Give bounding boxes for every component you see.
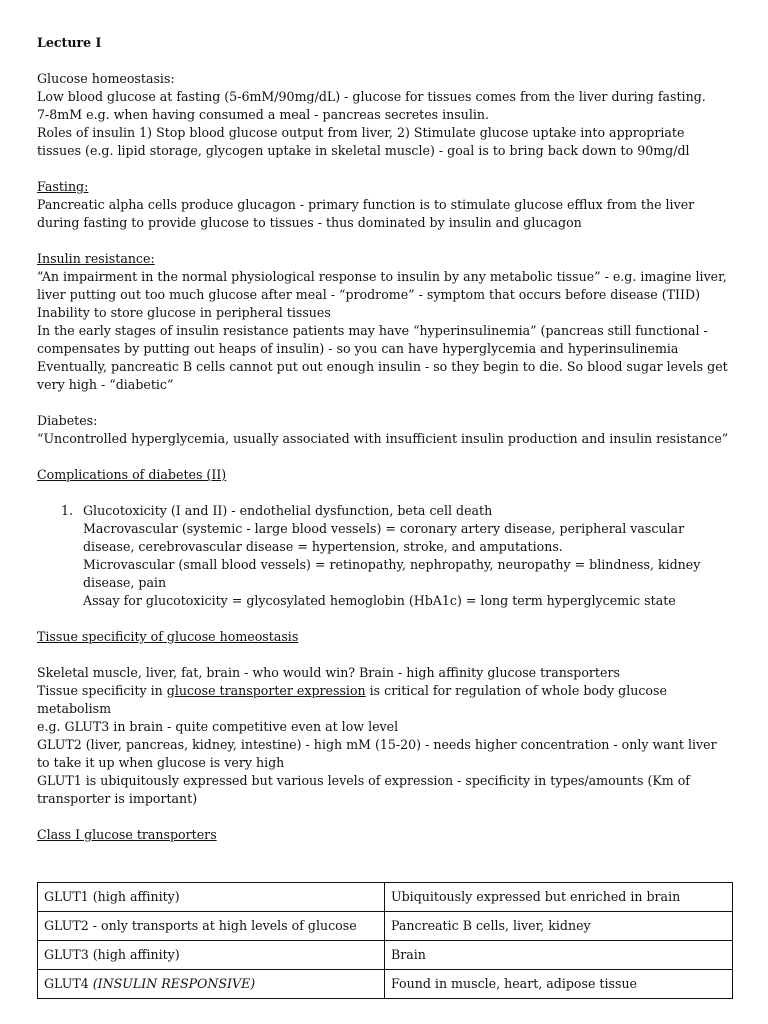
paragraph: e.g. GLUT3 in brain - quite competitive even at low level [37,719,399,734]
section-class1-transporters [37,826,732,999]
table-cell: Ubiquitously expressed but enriched in brain [385,883,733,912]
list-number: 1. [61,503,74,518]
list-line: Assay for glucotoxicity = glycosylated hemoglobin (HbA1c) = long term hyperglycemic state [83,593,676,608]
paragraph [37,682,732,718]
section-fasting [37,178,732,232]
section-glucose-homeostasis [37,70,732,160]
section-heading: Fasting: [37,179,89,194]
table-row [38,970,733,999]
list-line: Microvascular (small blood vessels) = retinopathy, nephropathy, neuropathy = blindness, kidney disease, pain [83,557,701,590]
section-tissue-specificity [37,628,732,808]
table-row [38,883,733,912]
glucose-transporter-expression-link[interactable]: glucose transporter expression [166,683,366,698]
paragraph: Inability to store glucose in peripheral tissues [37,305,331,320]
list-line: Macrovascular (systemic - large blood vessels) = coronary artery disease, peripheral vascular disease, cerebrovascular disease = hypertension, stroke, and amputations. [83,521,685,554]
section-heading: Glucose homeostasis: [37,71,175,86]
glut-table [37,882,733,999]
numbered-list [37,502,732,610]
paragraph: “Uncontrolled hyperglycemia, usually associated with insufficient insulin production and insulin resistance” [37,431,729,446]
list-line: Glucotoxicity (I and II) - endothelial dysfunction, beta cell death [83,503,493,518]
paragraph: In the early stages of insulin resistance patients may have “hyperinsulinemia” (pancreas still functional - compensates by putting out heaps of insulin) - so you can have hyperglycemia and hyperinsulinemia [37,323,708,356]
paragraph: GLUT2 (liver, pancreas, kidney, intestine) - high mM (15-20) - needs higher concentration - only want liver to take it up when glucose is very high [37,737,717,770]
table-cell: Pancreatic B cells, liver, kidney [385,912,733,941]
table-row [38,941,733,970]
text-run: Tissue specificity in [37,683,167,698]
paragraph: Pancreatic alpha cells produce glucagon - primary function is to stimulate glucose efflux from the liver during fasting to provide glucose to tissues - thus dominated by insulin and glucagon [37,197,695,230]
section-insulin-resistance [37,250,732,394]
table-cell: GLUT2 - only transports at high levels of glucose [38,912,385,941]
paragraph: 7-8mM e.g. when having consumed a meal - pancreas secretes insulin. [37,107,490,122]
section-heading: Class I glucose transporters [37,827,217,842]
section-heading: Complications of diabetes (II) [37,467,227,482]
table-cell: GLUT3 (high affinity) [38,941,385,970]
section-heading: Diabetes: [37,413,98,428]
section-heading: Insulin resistance: [37,251,155,266]
table-cell: Brain [385,941,733,970]
section-complications [37,466,732,610]
paragraph: GLUT1 is ubiquitously expressed but various levels of expression - specificity in types/amounts (Km of transporter is important) [37,773,690,806]
paragraph: Skeletal muscle, liver, fat, brain - who would win? Brain - high affinity glucose transporters [37,665,620,680]
table-cell: Found in muscle, heart, adipose tissue [385,970,733,999]
table-row [38,912,733,941]
table-cell [38,970,385,999]
paragraph: Roles of insulin 1) Stop blood glucose output from liver, 2) Stimulate glucose uptake into appropriate tissues (e.g. lipid storage, glycogen uptake in skeletal muscle) - goal is to bring back down to 90mg/dl [37,125,690,158]
page-title: Lecture I [37,35,102,50]
paragraph: “An impairment in the normal physiological response to insulin by any metabolic tissue” - e.g. imagine liver, liver putting out too much glucose after meal - “prodrome” - symptom that occurs before disease (TIID) [37,269,727,302]
cell-note: (INSULIN RESPONSIVE) [92,976,256,991]
section-diabetes [37,412,732,448]
section-heading: Tissue specificity of glucose homeostasis [37,629,299,644]
text-run: is critical for regulation of whole body glucose metabolism [37,683,667,716]
table-cell: GLUT1 (high affinity) [38,883,385,912]
paragraph: Low blood glucose at fasting (5-6mM/90mg/dL) - glucose for tissues comes from the liver during fasting. [37,89,706,104]
paragraph: Eventually, pancreatic B cells cannot put out enough insulin - so they begin to die. So blood sugar levels get very high - “diabetic” [37,359,728,392]
cell-text: GLUT4 [44,976,93,991]
list-item [61,502,732,610]
